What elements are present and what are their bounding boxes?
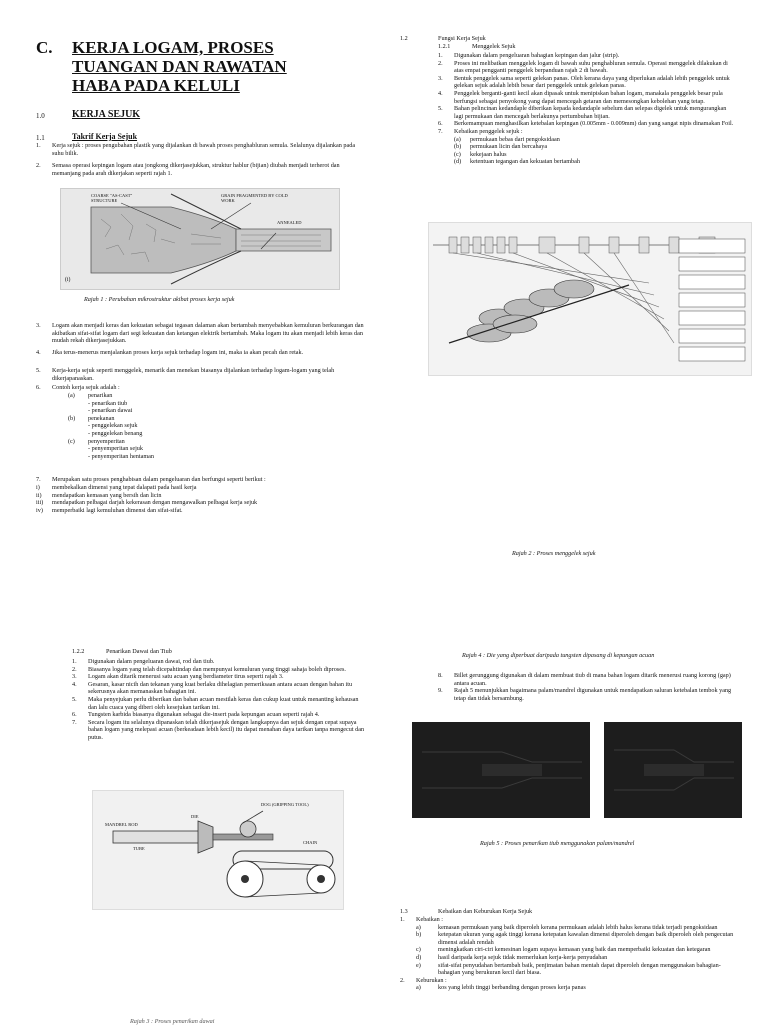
item7-list: i) membekalkan dimensi yang tepat dalapati pada hasil kerja ii) mendapatkan kemasan yang bersih dan licin iii) mendapatkan pelbagai darjah kekerasan dengan mengawalkan pelbagai kerja sejuk iv) memperbaiki lagi kemuluhan dimensi dan sifat-sifat. [36,484,258,514]
heading-kerja-sejuk: KERJA SEJUK [72,109,141,120]
contoh-subitem: - penggelekan benang [88,429,143,437]
contoh-list: (a) penarikan - penarikan tiub - penarikan dawai (b) penekanan - penggelekan sejuk - penggelekan benang (c) penyemperitan - penyemperitan sejuk - penyemperitan hentaman [68,392,308,460]
label-i: (i) [65,277,71,283]
heading-number: 1.2.1 [438,43,451,50]
list-item: 7. Merupakan satu proses penghabisan dalam pengeluaran dan berfungsi seperti berikut : [36,476,266,483]
contoh-subitem: - penyemperitan hentaman [88,452,154,460]
contoh-subitem: - penarikan dawai [88,407,133,415]
heading-number: 1.2 [400,35,408,42]
heading-number: 1.3 [400,908,408,915]
right-list: 1. Digunakan dalam pengeluaran bahagian kepingan dan jalur (strip). 2. Proses ini melibatkan menggelek logam di bawah suhu penghabluran semula. Operasi menggelek dilakukan di atas empat pengganti penggelek berpanduan rajah 2 di bawah. 3. Bentuk penggelek sama seperti gelekan panas. Oleh kerana daya yang diperlukan adalah lebih penggelek untuk gelekan sejuk adalah lebih besar dari penggelek untuk gelekan panas. 4. Penggelek berganti-ganti kecil akan dipasak untuk menipiskan bahan logam, manakala penggelek besar pula berfungsi sebagai penyokong yang dapat mencegah getaran dan memesongkan kebolehan yang tetap. 5. Bahan pelincinan kedandaple diberikan kepada kedandaple sebelum dan selepas digelek untuk mengurangkan lagi permukaan dan mencegah berlakunya pertumbuhan bijian. 6. Berkemampuan menghasilkan ketebalan kepingan (0.005mm - 0.009mm) dan yang sangat nipis dinamakan Foil. 7. Kebaikan penggelek sejuk : (a) permukaan bebas dari pengoksidaan (b) permukaan licin dan bercahaya (c) kekejaan halus (d) ketentuan tegangan dan kekuatan bertambah [438,52,734,166]
section-letter: C. [36,38,53,57]
penarikan-list: 1. Digunakan dalam pengeluaran dawai, rod dan tiub. 2. Biasanya logam yang telah dicepahtindap dan mempunyai kemuluran yang tinggi sahaja boleh diproses. 3. Logam akan ditarik menerusi satu acuan yang berdiameter tirus seperti rajah 3. 4. Gesaran, kasar nicih dan tekanan yang kuat berlaku dihelagian pemeriksaan antara acuan dengan bahan itu sekerusnya akan memanaskan bahagian ini. 5. Maka penyejukan perlu diberikan dan bahan acuan mestilah keras dan cukup kuat untuk menanting kehausan dan lalu cuaca yang diberi oleh kesejukan tarikan ini. 6. Tungsten karbida biasanya digunakan sebagai die-insert pada kepungan acuan seperti rajah 4. 7. Secara logam itu selalunya dipanaskan telah dikerjasejuk dengan langkapnya dan sejuk dengan cepat supaya bahan logam yang melepasi acuan (berkeadaan lebih kecil) itu dapat menahan daya tarikan tanpa mengecut dan putus. [72,658,365,741]
section-title-line: HABA PADA KELULI [72,76,240,95]
section-title-line: KERJA LOGAM, PROSES [72,38,274,57]
figure-caption: Rajah 5 : Proses penarikan tiub menggunakan palam/mandrel [480,840,635,847]
figure-tube-drawing-photo-left [412,722,590,818]
list-item: 3. Logam akan menjadi keras dan kekuatan sebagai tegasan dalaman akan bertambah menyebabkan kemuluran berkurangan dan akibatkan sifat-sifat logam dari segi kekuatan dan ketangan elektrik bertambah. Maka logam itu akan menjadi lebih keras dan mudah rekah dikerjasejukkan. [36,322,364,345]
contoh-subitem: - penarikan tiub [88,399,128,407]
figure-caption: Rajah 4 : Die yang diperbuat daripada tungsten dipasang di kepungan acuan [462,652,655,659]
list-item: 6. Contoh kerja sejuk adalah : [36,384,120,391]
label-chain: CHAIN [303,840,318,845]
label-tube: TUBE [133,846,145,851]
heading-menggelek: Menggelek Sejuk [472,43,516,50]
figure-wire-drawing [92,790,344,910]
heading-penarikan: Penarikan Dawai dan Tiub [106,648,172,655]
label-fragmented: GRAIN FRAGMENTED BY COLD WORK [221,193,288,203]
heading-fungsi: Fungsi Kerja Sejuk [438,35,486,42]
kebaikan-list: 1. Kebaikan : a) kemasan permukaan yang baik diperoleh kerana permukaan adalah lebih halus kerana tidak terjadi pengoksidaan b) ketepatan ukuran yang agak tinggi kerana ketepatan kawalan dimensi diperoleh dengan baik diperoleh oleh pengecutan dimensi adalah rendah c) meningkatkan ciri-ciri kemesinan logam supaya kemasan yang baik dan memperbaiki kekuatan dan ketegaran d) hasil daripada kerja sejuk tidak memerlukan kerja-kerja penyudahan e) sifat-sifat penyudahan bertambah baik, penjimatan bahan mentah dapat diperoleh dengan menggunakan bahagian-bahagian yang berukuran kecil dari biasa. 2. Keburukan : a) kos yang lebih tinggi berbanding dengan proses kerja panas [400,916,734,992]
heading-number: 1.1 [36,134,45,142]
heading-takrif: Takrif Kerja Sejuk [72,132,138,141]
cold-rolling-diagram [429,223,751,375]
figure-microstructure [60,188,340,290]
microstructure-diagram [61,189,339,289]
label-dog: DOG (GRIPPING TOOL) [261,802,309,807]
list-item: 4. Jika terus-menerus menjalankan proses kerja sejuk terhadap logam ini, maka ia akan pecah dan retak. [36,349,304,356]
list-item: 1. Kerja sejuk : proses pengubahan plastik yang dijalankan di bawah proses penghabluran semula. Selalunya dijalankan pada suhu bilik. [36,142,356,157]
section-title [72,38,352,95]
figure-caption: Rajah 1 : Perubahan mikrostruktur akibat proses kerja sejuk [84,296,235,303]
heading-kebaikan-keburukan: Kebaikan dan Keburukan Kerja Sejuk [438,908,533,915]
label-annealed: ANNEALED [277,220,302,225]
contoh-subitem: - penggelekan sejuk [88,422,138,430]
label-mandrel: MANDREL ROD [105,822,138,827]
figure-tube-drawing-photo-right [604,722,742,818]
heading-number: 1.2.2 [72,648,85,655]
contoh-subitem: - penyemperitan sejuk [88,445,143,453]
figure-cold-rolling [428,222,752,376]
label-die: DIE [191,814,199,819]
heading-number: 1.0 [36,112,45,120]
right-list-2: 8. Billet gerunggung digunakan di dalam membuat tiub di mana bahan logam ditarik menerusi ruang korong (gap) antara acuan. 9. Rajah 5 menunjukkan bagaimana palam/mandrel digunakan untuk mendapatkan saluran ketebalan tembok yang tetap dan tidak bersambung. [438,672,732,702]
list-item: 2. Semasa operasi kepingan logam atau jongkong dikerjasejukkan, struktur hablur (bijian) diubah menjadi terherot dan memanjang pada arah dikerjakan seperti rajah 1. [36,162,340,177]
wire-drawing-diagram [93,791,343,909]
figure-caption-cut: Rajah 3 : Proses penarikan dawai [130,1018,215,1025]
figure-caption: Rajah 2 : Proses menggelek sejuk [512,550,596,557]
section-title-line: TUANGAN DAN RAWATAN [72,57,287,76]
label-as-cast: COARSE "AS-CAST" STRUCTURE [91,193,133,203]
list-item: 5. Kerja-kerja sejuk seperti menggelek, menarik dan menekan biasanya dijalankan terhadap logam-logam yang telah dikerjapanaskan. [36,367,335,382]
